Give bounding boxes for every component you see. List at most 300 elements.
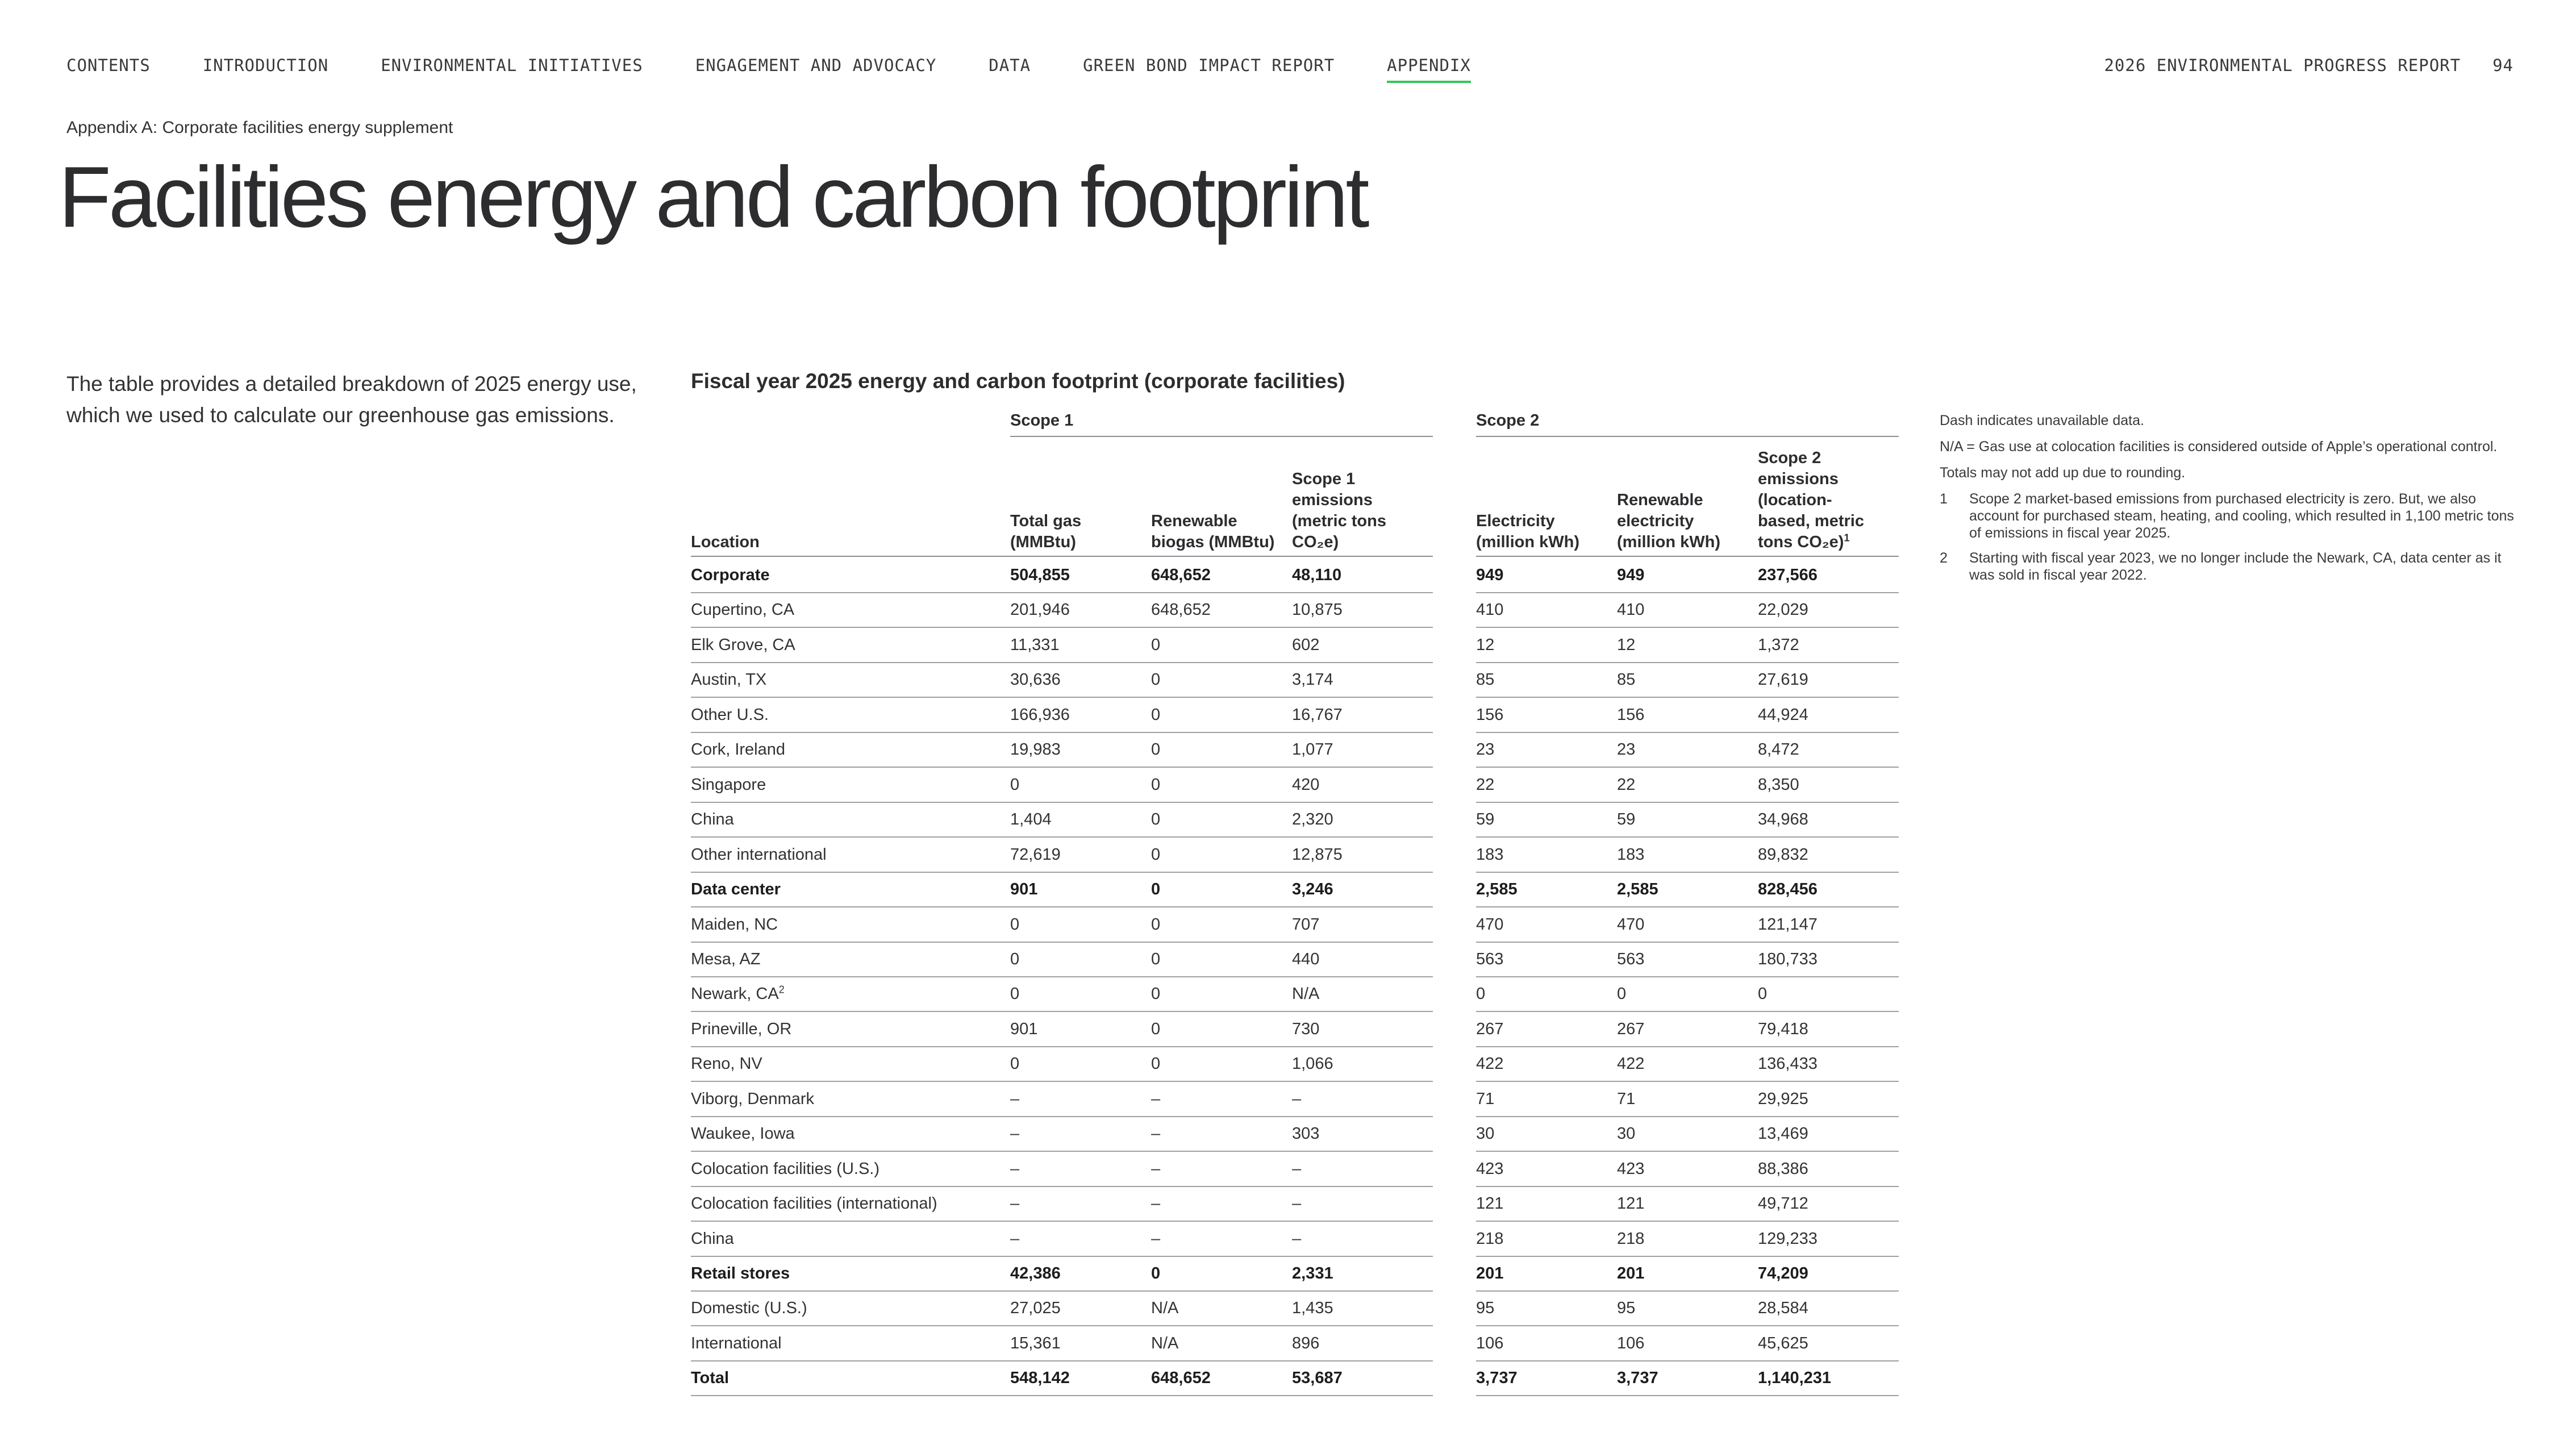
table-row — [0, 733, 2576, 768]
cell-electricity-text: 949 — [1476, 566, 1504, 584]
cell-renewable-biogas-text: 0 — [1151, 1055, 1161, 1073]
cell-scope2-emissions-text: 27,619 — [1758, 671, 1808, 689]
cell-scope1-emissions — [1292, 733, 1433, 768]
cell-scope1-emissions — [1292, 1187, 1433, 1222]
cell-scope1-emissions — [1292, 803, 1433, 838]
cell-renewable-electricity-text: 410 — [1617, 601, 1645, 619]
cell-scope2-emissions-text: 29,925 — [1758, 1090, 1808, 1108]
cell-scope2-emissions — [1758, 1187, 1899, 1222]
cell-scope2-emissions-text: 1,372 — [1758, 636, 1799, 654]
cell-renewable-biogas-text: – — [1151, 1125, 1161, 1143]
cell-scope1-emissions — [1292, 593, 1433, 628]
cell-renewable-electricity — [1617, 1222, 1758, 1257]
footnote-number: 2 — [1940, 550, 1948, 566]
cell-electricity-text: 218 — [1476, 1230, 1504, 1248]
header-location: Location — [691, 533, 760, 551]
cell-renewable-electricity-text: 95 — [1617, 1299, 1636, 1317]
cell-renewable-biogas — [1151, 838, 1292, 873]
cell-total-gas — [1010, 873, 1151, 907]
cell-scope1-emissions — [1292, 873, 1433, 907]
cell-renewable-electricity-text: 949 — [1617, 566, 1645, 584]
cell-location — [691, 698, 1010, 733]
nav-item-environmental-initiatives[interactable]: ENVIRONMENTAL INITIATIVES — [381, 56, 643, 75]
nav-item-appendix[interactable]: APPENDIX — [1387, 56, 1471, 83]
cell-renewable-biogas-text: 0 — [1151, 776, 1161, 794]
cell-scope1-emissions-text: N/A — [1292, 985, 1320, 1003]
cell-location — [691, 873, 1010, 907]
cell-total-gas — [1010, 1257, 1151, 1292]
cell-renewable-electricity — [1617, 1117, 1758, 1152]
cell-total-gas-text: 901 — [1010, 880, 1038, 898]
nav-item-introduction[interactable]: INTRODUCTION — [202, 56, 329, 75]
cell-scope1-emissions — [1292, 768, 1433, 803]
cell-renewable-electricity-text: 2,585 — [1617, 880, 1658, 898]
cell-renewable-electricity-text: 267 — [1617, 1020, 1645, 1038]
cell-scope1-emissions — [1292, 1257, 1433, 1292]
cell-total-gas-text: 19,983 — [1010, 740, 1061, 759]
cell-renewable-biogas — [1151, 628, 1292, 663]
cell-renewable-electricity — [1617, 803, 1758, 838]
cell-electricity — [1476, 768, 1617, 803]
cell-scope2-emissions-text: 180,733 — [1758, 950, 1818, 968]
cell-renewable-biogas — [1151, 559, 1292, 593]
table-row — [0, 943, 2576, 977]
cell-electricity-text: 563 — [1476, 950, 1504, 968]
table-row — [0, 1292, 2576, 1326]
cell-location — [691, 1187, 1010, 1222]
cell-scope2-emissions — [1758, 1292, 1899, 1326]
table-row — [0, 1152, 2576, 1187]
cell-scope1-emissions — [1292, 663, 1433, 698]
cell-total-gas-text: 548,142 — [1010, 1369, 1070, 1387]
cell-scope2-emissions-text: 89,832 — [1758, 846, 1808, 864]
cell-renewable-electricity-text: 22 — [1617, 776, 1636, 794]
page-number: 94 — [2492, 56, 2514, 75]
cell-scope1-emissions-text: 1,077 — [1292, 740, 1333, 759]
cell-electricity — [1476, 1082, 1617, 1117]
cell-total-gas-text: 166,936 — [1010, 706, 1070, 724]
cell-scope1-emissions — [1292, 1222, 1433, 1257]
cell-scope2-emissions-text: 49,712 — [1758, 1194, 1808, 1213]
cell-total-gas — [1010, 1117, 1151, 1152]
cell-renewable-electricity-text: 106 — [1617, 1334, 1645, 1352]
cell-location — [691, 593, 1010, 628]
cell-total-gas — [1010, 733, 1151, 768]
cell-electricity — [1476, 698, 1617, 733]
cell-scope1-emissions-text: – — [1292, 1194, 1302, 1213]
cell-scope2-emissions — [1758, 593, 1899, 628]
cell-total-gas — [1010, 593, 1151, 628]
cell-electricity-text: 12 — [1476, 636, 1495, 654]
cell-location — [691, 977, 1010, 1012]
cell-scope1-emissions-text: 48,110 — [1292, 566, 1342, 584]
cell-renewable-electricity-text: 470 — [1617, 915, 1645, 934]
table-row — [0, 1082, 2576, 1117]
nav-item-data[interactable]: DATA — [989, 56, 1031, 75]
cell-renewable-electricity — [1617, 1327, 1758, 1361]
footnote — [1940, 549, 2528, 584]
cell-renewable-electricity — [1617, 908, 1758, 943]
cell-location-text: Other U.S. — [691, 706, 769, 724]
report-title: 2026 ENVIRONMENTAL PROGRESS REPORT — [2104, 56, 2461, 75]
cell-scope1-emissions-text: 420 — [1292, 776, 1320, 794]
cell-total-gas — [1010, 1082, 1151, 1117]
cell-total-gas-text: – — [1010, 1230, 1020, 1248]
cell-electricity-text: 121 — [1476, 1194, 1504, 1213]
header-total-gas: Total gas (MMBtu) — [1010, 512, 1082, 551]
scope1-label: Scope 1 — [1010, 411, 1433, 437]
cell-electricity — [1476, 1257, 1617, 1292]
cell-electricity-text: 22 — [1476, 776, 1495, 794]
cell-renewable-electricity — [1617, 1257, 1758, 1292]
cell-electricity-text: 71 — [1476, 1090, 1495, 1108]
cell-renewable-electricity-text: 201 — [1617, 1264, 1645, 1283]
cell-scope1-emissions-text: 10,875 — [1292, 601, 1343, 619]
cell-scope2-emissions-text: 828,456 — [1758, 880, 1818, 898]
cell-total-gas — [1010, 1152, 1151, 1187]
cell-scope1-emissions — [1292, 1047, 1433, 1082]
cell-scope2-emissions-text: 129,233 — [1758, 1230, 1818, 1248]
cell-location — [691, 908, 1010, 943]
table-row — [0, 1013, 2576, 1047]
table-row — [0, 1222, 2576, 1257]
cell-electricity — [1476, 559, 1617, 593]
cell-total-gas-text: 27,025 — [1010, 1299, 1061, 1317]
cell-total-gas-text: 0 — [1010, 985, 1020, 1003]
cell-renewable-biogas-text: 0 — [1151, 671, 1161, 689]
cell-location — [691, 1082, 1010, 1117]
cell-scope2-emissions — [1758, 1257, 1899, 1292]
cell-renewable-electricity — [1617, 1082, 1758, 1117]
cell-scope2-emissions — [1758, 1082, 1899, 1117]
cell-scope1-emissions-text: 707 — [1292, 915, 1320, 934]
cell-renewable-electricity-text: 12 — [1617, 636, 1636, 654]
cell-scope2-emissions — [1758, 733, 1899, 768]
cell-electricity-text: 106 — [1476, 1334, 1504, 1352]
cell-total-gas — [1010, 768, 1151, 803]
cell-electricity-text: 267 — [1476, 1020, 1504, 1038]
cell-total-gas-text: 0 — [1010, 776, 1020, 794]
cell-electricity — [1476, 803, 1617, 838]
cell-location-text: Maiden, NC — [691, 915, 778, 934]
table-row — [0, 768, 2576, 803]
cell-scope2-emissions — [1758, 1047, 1899, 1082]
cell-renewable-biogas — [1151, 1222, 1292, 1257]
cell-scope1-emissions — [1292, 628, 1433, 663]
cell-renewable-biogas — [1151, 1187, 1292, 1222]
cell-total-gas — [1010, 1013, 1151, 1047]
cell-total-gas — [1010, 908, 1151, 943]
cell-location-text: Singapore — [691, 776, 766, 794]
cell-electricity-text: 201 — [1476, 1264, 1504, 1283]
cell-renewable-biogas-text: 0 — [1151, 1020, 1161, 1038]
cell-location-text: Newark, CA — [691, 985, 779, 1003]
cell-renewable-electricity-text: 423 — [1617, 1160, 1645, 1178]
cell-renewable-biogas-text: – — [1151, 1090, 1161, 1108]
cell-total-gas-text: 15,361 — [1010, 1334, 1061, 1352]
cell-electricity — [1476, 873, 1617, 907]
cell-location-text: International — [691, 1334, 782, 1352]
note-dash: Dash indicates unavailable data. — [1940, 413, 2144, 428]
cell-location-text: Prineville, OR — [691, 1020, 792, 1038]
cell-location — [691, 1361, 1010, 1396]
cell-total-gas — [1010, 1047, 1151, 1082]
cell-electricity-text: 422 — [1476, 1055, 1504, 1073]
cell-location — [691, 1013, 1010, 1047]
cell-renewable-electricity — [1617, 628, 1758, 663]
cell-electricity-text: 183 — [1476, 846, 1504, 864]
cell-scope2-emissions — [1758, 1222, 1899, 1257]
cell-renewable-electricity — [1617, 873, 1758, 907]
footnote-text: Scope 2 market-based emissions from purchased electricity is zero. But, we also account for purchased steam, heating, and cooling, which resulted in 1,100 metric tons of emissions in fiscal year 2025. — [1969, 491, 2514, 541]
cell-electricity — [1476, 593, 1617, 628]
cell-renewable-biogas — [1151, 768, 1292, 803]
cell-total-gas-text: 0 — [1010, 915, 1020, 934]
cell-renewable-electricity-text: 121 — [1617, 1194, 1645, 1213]
intro-paragraph: The table provides a detailed breakdown of 2025 energy use, which we used to calculate our greenhouse gas emissions. — [66, 372, 637, 427]
cell-location — [691, 628, 1010, 663]
cell-scope2-emissions — [1758, 1361, 1899, 1396]
cell-renewable-biogas — [1151, 733, 1292, 768]
nav-item-contents[interactable]: CONTENTS — [66, 56, 151, 75]
cell-scope1-emissions-text: 53,687 — [1292, 1369, 1343, 1387]
cell-total-gas-text: 72,619 — [1010, 846, 1061, 864]
cell-renewable-biogas-text: – — [1151, 1160, 1161, 1178]
cell-scope1-emissions — [1292, 1152, 1433, 1187]
cell-renewable-biogas — [1151, 1117, 1292, 1152]
cell-total-gas — [1010, 1187, 1151, 1222]
top-nav — [66, 56, 1523, 88]
table-row — [0, 628, 2576, 663]
cell-location — [691, 1047, 1010, 1082]
cell-renewable-biogas-text: 0 — [1151, 846, 1161, 864]
cell-location — [691, 803, 1010, 838]
cell-scope1-emissions-text: 1,066 — [1292, 1055, 1333, 1073]
cell-scope1-emissions — [1292, 1117, 1433, 1152]
nav-item-engagement-and-advocacy[interactable]: ENGAGEMENT AND ADVOCACY — [695, 56, 937, 75]
cell-electricity-text: 0 — [1476, 985, 1486, 1003]
cell-scope2-emissions-text: 237,566 — [1758, 566, 1818, 584]
cell-total-gas — [1010, 628, 1151, 663]
cell-scope1-emissions-text: 303 — [1292, 1125, 1320, 1143]
cell-total-gas — [1010, 1327, 1151, 1361]
cell-total-gas — [1010, 943, 1151, 977]
cell-scope1-emissions-text: 16,767 — [1292, 706, 1343, 724]
cell-electricity — [1476, 1152, 1617, 1187]
cell-electricity — [1476, 663, 1617, 698]
cell-scope1-emissions-text: – — [1292, 1230, 1302, 1248]
cell-scope1-emissions-text: 2,320 — [1292, 810, 1333, 828]
cell-electricity — [1476, 628, 1617, 663]
cell-location — [691, 1222, 1010, 1257]
table-row — [0, 1327, 2576, 1361]
table-row-group — [0, 1257, 2576, 1292]
cell-scope2-emissions-text: 79,418 — [1758, 1020, 1808, 1038]
cell-electricity — [1476, 1013, 1617, 1047]
cell-renewable-biogas-text: 648,652 — [1151, 566, 1211, 584]
cell-location-text: Retail stores — [691, 1264, 790, 1283]
report-header — [2104, 56, 2514, 75]
cell-scope2-emissions-text: 28,584 — [1758, 1299, 1808, 1317]
cell-renewable-biogas-text: N/A — [1151, 1334, 1179, 1352]
page-title: Facilities energy and carbon footprint — [59, 149, 1367, 245]
cell-electricity-text: 156 — [1476, 706, 1504, 724]
cell-renewable-biogas-text: 648,652 — [1151, 1369, 1211, 1387]
cell-electricity — [1476, 977, 1617, 1012]
cell-scope2-emissions — [1758, 628, 1899, 663]
cell-electricity — [1476, 943, 1617, 977]
cell-renewable-biogas — [1151, 873, 1292, 907]
cell-renewable-biogas — [1151, 698, 1292, 733]
scope2-label: Scope 2 — [1476, 411, 1899, 437]
cell-total-gas-text: 201,946 — [1010, 601, 1070, 619]
table-row — [0, 803, 2576, 838]
cell-location-text: Corporate — [691, 566, 770, 584]
table-row-group — [0, 1361, 2576, 1396]
cell-scope2-emissions — [1758, 873, 1899, 907]
cell-renewable-electricity — [1617, 1013, 1758, 1047]
cell-scope2-emissions-text: 74,209 — [1758, 1264, 1808, 1283]
cell-total-gas-text: 504,855 — [1010, 566, 1070, 584]
cell-location-text: Cupertino, CA — [691, 601, 795, 619]
cell-renewable-biogas — [1151, 908, 1292, 943]
cell-electricity-text: 30 — [1476, 1125, 1495, 1143]
cell-renewable-electricity-text: 563 — [1617, 950, 1645, 968]
cell-location — [691, 559, 1010, 593]
note-na: N/A = Gas use at colocation facilities is considered outside of Apple’s operational control. — [1940, 439, 2498, 455]
table-row — [0, 593, 2576, 628]
cell-scope1-emissions-text: 2,331 — [1292, 1264, 1333, 1283]
cell-renewable-biogas — [1151, 1257, 1292, 1292]
cell-renewable-electricity — [1617, 838, 1758, 873]
cell-total-gas-text: 42,386 — [1010, 1264, 1061, 1283]
cell-scope2-emissions-text: 136,433 — [1758, 1055, 1818, 1073]
cell-location-text: Total — [691, 1369, 730, 1387]
cell-electricity — [1476, 908, 1617, 943]
cell-electricity-text: 85 — [1476, 671, 1495, 689]
cell-renewable-biogas-text: 0 — [1151, 915, 1161, 934]
cell-renewable-electricity — [1617, 943, 1758, 977]
cell-total-gas-text: 11,331 — [1010, 636, 1060, 654]
cell-scope1-emissions — [1292, 908, 1433, 943]
section-eyebrow: Appendix A: Corporate facilities energy supplement — [66, 118, 453, 137]
cell-electricity-text: 2,585 — [1476, 880, 1518, 898]
cell-renewable-electricity-text: 3,737 — [1617, 1369, 1658, 1387]
cell-renewable-electricity-text: 23 — [1617, 740, 1636, 759]
cell-location — [691, 1117, 1010, 1152]
cell-renewable-biogas-text: 0 — [1151, 636, 1161, 654]
cell-electricity — [1476, 1047, 1617, 1082]
cell-scope1-emissions — [1292, 1013, 1433, 1047]
header-electricity: Electricity (million kWh) — [1476, 512, 1580, 551]
cell-renewable-electricity — [1617, 768, 1758, 803]
cell-renewable-biogas — [1151, 663, 1292, 698]
cell-renewable-electricity — [1617, 593, 1758, 628]
cell-electricity-text: 95 — [1476, 1299, 1495, 1317]
cell-scope2-emissions-text: 34,968 — [1758, 810, 1808, 828]
cell-total-gas-text: 30,636 — [1010, 671, 1061, 689]
cell-renewable-biogas — [1151, 803, 1292, 838]
cell-electricity — [1476, 1187, 1617, 1222]
cell-total-gas — [1010, 663, 1151, 698]
cell-electricity-text: 3,737 — [1476, 1369, 1518, 1387]
cell-location-text: Waukee, Iowa — [691, 1125, 795, 1143]
cell-renewable-biogas-text: – — [1151, 1230, 1161, 1248]
cell-location-text: China — [691, 1230, 734, 1248]
cell-total-gas — [1010, 838, 1151, 873]
cell-electricity — [1476, 1222, 1617, 1257]
footnote-text: Starting with fiscal year 2023, we no longer include the Newark, CA, data center as it was sold in fiscal year 2022. — [1969, 550, 2502, 583]
table-row — [0, 838, 2576, 873]
cell-scope1-emissions — [1292, 559, 1433, 593]
header-scope1-emissions: Scope 1 emissions (metric tons CO₂e) — [1292, 470, 1386, 551]
cell-scope2-emissions-text: 88,386 — [1758, 1160, 1808, 1178]
cell-renewable-biogas-text: 0 — [1151, 985, 1161, 1003]
cell-renewable-biogas-text: 0 — [1151, 706, 1161, 724]
header-renewable-biogas: Renewable biogas (MMBtu) — [1151, 512, 1275, 551]
table-row — [0, 1187, 2576, 1222]
cell-location-text: Reno, NV — [691, 1055, 762, 1073]
footnote-number: 1 — [1940, 491, 1948, 507]
cell-electricity — [1476, 1292, 1617, 1326]
cell-scope2-emissions — [1758, 1152, 1899, 1187]
nav-item-green-bond-impact-report[interactable]: GREEN BOND IMPACT REPORT — [1083, 56, 1335, 75]
header-scope2-emissions-text: Scope 2 emissions (location-based, metric tons CO₂e) — [1758, 449, 1864, 551]
cell-renewable-electricity-text: 71 — [1617, 1090, 1636, 1108]
header-scope2-emissions — [1758, 448, 1883, 553]
cell-scope2-emissions-text: 121,147 — [1758, 915, 1818, 934]
cell-electricity — [1476, 1327, 1617, 1361]
cell-renewable-biogas — [1151, 1152, 1292, 1187]
cell-renewable-biogas — [1151, 1292, 1292, 1326]
cell-location-text: Viborg, Denmark — [691, 1090, 815, 1108]
cell-scope2-emissions — [1758, 803, 1899, 838]
cell-electricity — [1476, 1361, 1617, 1396]
cell-total-gas-text: 0 — [1010, 1055, 1020, 1073]
cell-renewable-biogas-text: N/A — [1151, 1299, 1179, 1317]
table-row — [0, 663, 2576, 698]
cell-location — [691, 663, 1010, 698]
cell-scope1-emissions-text: 3,174 — [1292, 671, 1333, 689]
cell-total-gas-text: 1,404 — [1010, 810, 1052, 828]
cell-total-gas-text: 901 — [1010, 1020, 1038, 1038]
cell-renewable-biogas-text: 0 — [1151, 740, 1161, 759]
cell-scope1-emissions — [1292, 1292, 1433, 1326]
cell-renewable-electricity — [1617, 1187, 1758, 1222]
cell-location — [691, 1152, 1010, 1187]
cell-renewable-electricity-text: 30 — [1617, 1125, 1636, 1143]
cell-renewable-biogas-text: 0 — [1151, 810, 1161, 828]
cell-scope2-emissions — [1758, 838, 1899, 873]
cell-renewable-biogas — [1151, 1361, 1292, 1396]
cell-total-gas — [1010, 1292, 1151, 1326]
table-row — [0, 698, 2576, 733]
cell-location — [691, 1292, 1010, 1326]
cell-scope1-emissions — [1292, 1327, 1433, 1361]
cell-renewable-electricity-text: 59 — [1617, 810, 1636, 828]
cell-location — [691, 1327, 1010, 1361]
cell-scope2-emissions — [1758, 559, 1899, 593]
cell-electricity-text: 423 — [1476, 1160, 1504, 1178]
header-renewable-electricity: Renewable electricity (million kWh) — [1617, 491, 1721, 551]
cell-scope2-emissions-text: 13,469 — [1758, 1125, 1808, 1143]
cell-scope2-emissions — [1758, 698, 1899, 733]
cell-location-text: Other international — [691, 846, 827, 864]
cell-scope2-emissions — [1758, 977, 1899, 1012]
cell-renewable-biogas — [1151, 1047, 1292, 1082]
cell-scope2-emissions-text: 44,924 — [1758, 706, 1808, 724]
cell-scope2-emissions — [1758, 768, 1899, 803]
